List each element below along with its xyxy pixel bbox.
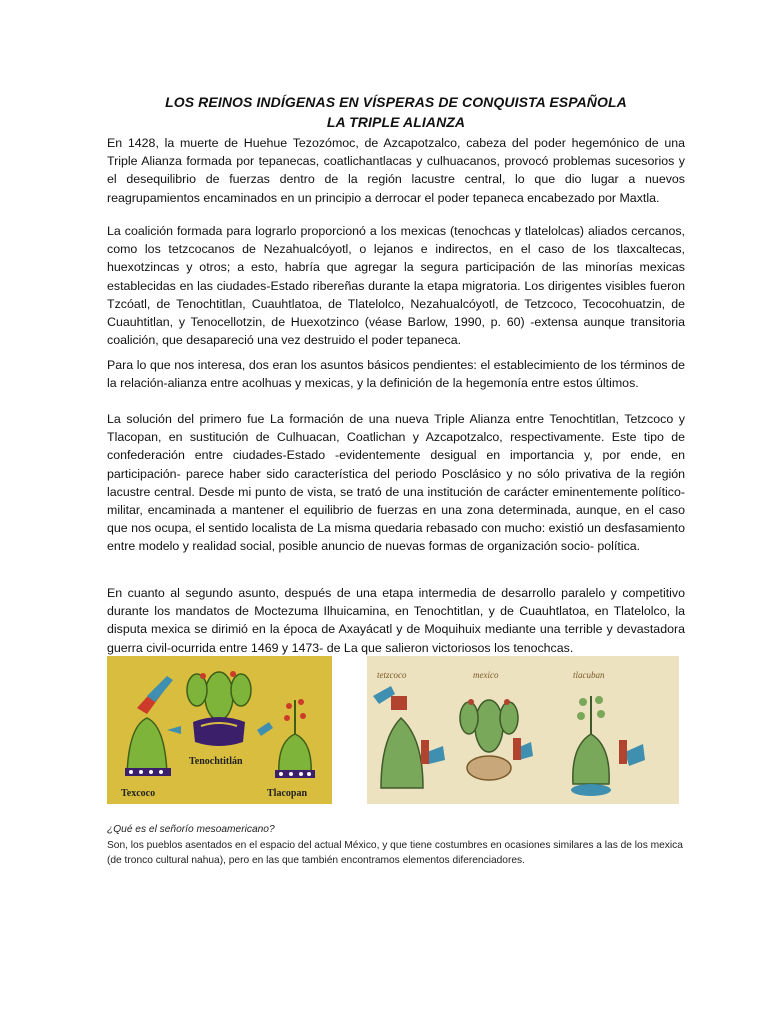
label-texcoco: Texcoco <box>121 788 156 799</box>
label-tlacopan: Tlacopan <box>267 788 308 799</box>
label-mexico: mexico <box>473 670 499 680</box>
paragraph-5: En cuanto al segundo asunto, después de una etapa intermedia de desarrollo paralelo y competitivo durante los mandatos de Moctezuma Ilhuicamina, en Tenochtitlan, y de Cuauhtlatoa, en Tlatelolco, la disputa mexica se dirimió en la época de Axayácatl y de Moquihuix mediante una terrible y devastadora guerra civil-ocurrida entre 1469 y 1473- de La que salieron victoriosos los tenochcas. <box>107 586 685 655</box>
question-body: Son, los pueblos asentados en el espacio del actual México, y que tiene costumbres en ocasiones similares a las de los mexica (de tronco cultural nahua), pero en las que también encontramos elementos diferenciadores. <box>107 839 683 866</box>
triple-alliance-illustration <box>107 656 332 804</box>
tenochtitlan-cactus-glyph <box>205 672 233 720</box>
paragraph-4: La solución del primero fue La formación de una nueva Triple Alianza entre Tenochtitlan, Tetzcoco y Tlacopan, en sustitución de Culhuacan, Coatlichan y Azcapotzalco, respectivamente. Este tipo de confederación entre ciudades-Estado -evidentemente desigual en importancia y, por ende, en participación- parece haber sido característica del periodo Posclásico y no sólo privativa de la región lacustre central. Desde mi punto de vista, se trató de una institución de carácter eminentemente político-militar, encaminada a mantener el equilibrio de fuerzas en una zona determinada, aunque, en el caso que nos ocupa, el sentido localista de La misma quedaria rebasado con mucho: existió un desfasamiento entre modelo y realidad social, posible anuncio de nuevas formas de organización socio- política. <box>107 412 685 554</box>
paragraph-1: En 1428, la muerte de Huehue Tezozómoc, de Azcapotzalco, cabeza del poder hegemónico de una Triple Alianza formada por tepanecas, coatlichantlacas y culhuacanos, provocó problemas sucesorios y el desequilibrio de fuerzas dentro de la región lacustre central, lo que dio lugar a nuevos reagrupamientos encaminados en un principio a derrocar el poder tepaneca encabezado por Maxtla. <box>107 136 685 205</box>
triple-alliance-glyphs <box>107 656 332 804</box>
document-title: LOS REINOS INDÍGENAS EN VÍSPERAS DE CONQUISTA ESPAÑOLA <box>165 94 627 110</box>
paragraph-3: Para lo que nos interesa, dos eran los asuntos básicos pendientes: el establecimiento de los términos de la relación-alianza entre acolhuas y mexicas, y la definición de la hegemonía entre estos últimos. <box>107 358 685 391</box>
document-subtitle: LA TRIPLE ALIANZA <box>326 114 466 130</box>
label-tlacuban: tlacuban <box>573 670 605 680</box>
mexico-cactus-glyph <box>475 700 503 752</box>
label-tenochtitlan: Tenochtitlán <box>189 756 243 767</box>
codex-glyphs <box>367 656 679 804</box>
question-title: ¿Qué es el señorío mesoamericano? <box>107 824 275 835</box>
codex-illustration <box>367 656 679 804</box>
question-section <box>107 822 687 869</box>
paragraph-2: La coalición formada para lograrlo proporcionó a los mexicas (tenochcas y tlatelolcas) aliados cercanos, como los tetzcocanos de Nezahualcóyotl, o lejanos e indirectos, en el caso de los tlaxcaltecas, huexotzincas y otros; a esto, habría que agregar la segura participación de las minorías mexicas establecidas en las ciudades-Estado ribereñas durante la etapa migratoria. Los dirigentes visibles fueron Tzcóatl, de Tenochtitlan, Cuauhtlatoa, de Tlatelolco, Nezahualcóyotl, de Tetzcoco, Tecocohuatzin, de Cuauhtitlan, y Tenocellotzin, de Huexotzinco (véase Barlow, 1990, p. 60) -extensa aunque transitoria coalición, que desapareció una vez destruido el poder tepaneca. <box>107 224 685 348</box>
label-tetzcoco: tetzcoco <box>377 670 407 680</box>
